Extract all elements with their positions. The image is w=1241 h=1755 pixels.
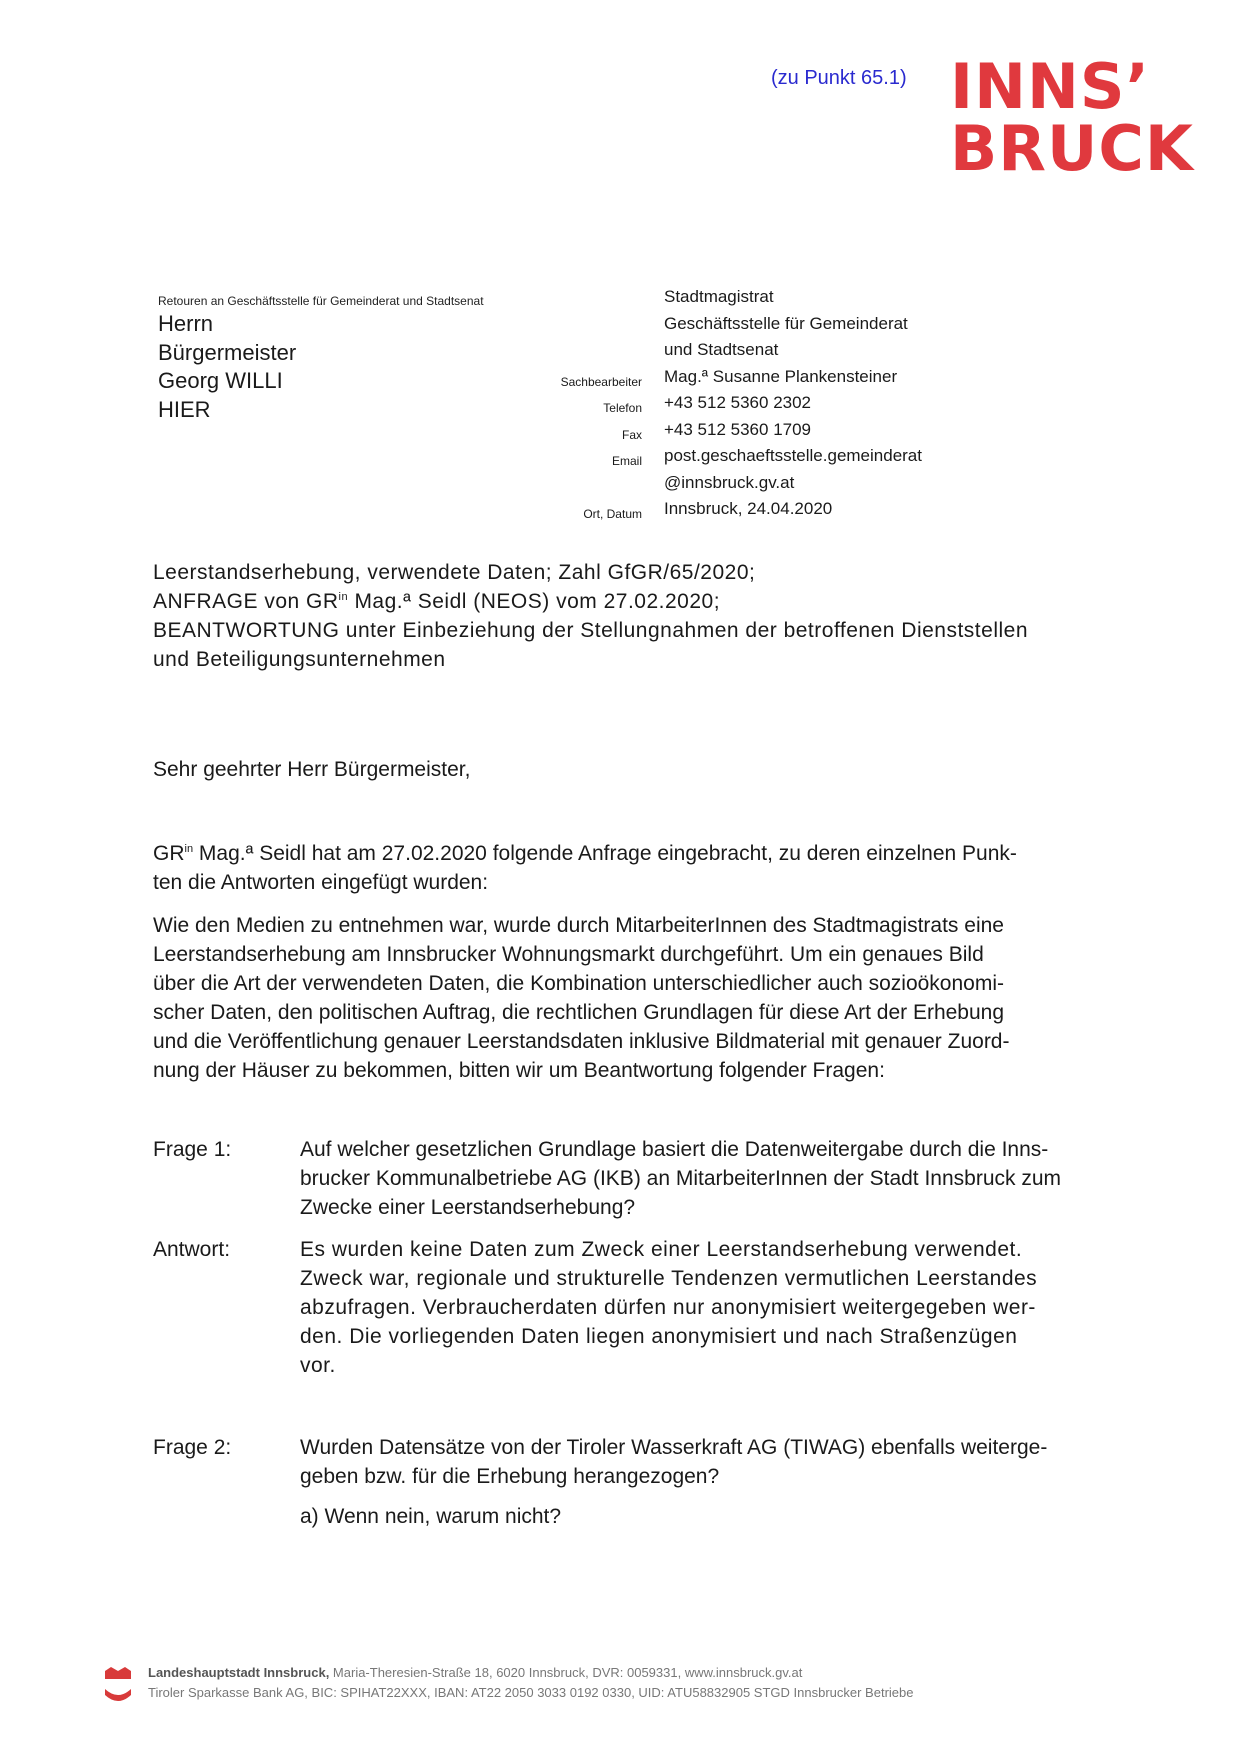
superscript: in [338, 591, 349, 603]
answer-text [300, 1235, 1037, 1380]
footer-org: Landeshauptstadt Innsbruck, [148, 1665, 330, 1680]
subject-line: Leerstandserhebung, verwendete Daten; Zahl GfGR/65/2020; [153, 561, 756, 584]
question-line: Auf welcher gesetzlichen Grundlage basiert die Datenweitergabe durch die Inns- [300, 1138, 1049, 1161]
answer-label: Antwort: [153, 1238, 231, 1261]
city-emblem-icon [103, 1665, 133, 1705]
question-line: Wurden Datensätze von der Tiroler Wasserkraft AG (TIWAG) ebenfalls weiterge- [300, 1436, 1048, 1459]
innsbruck-logo [950, 50, 1194, 185]
field-label: Ort, Datum [583, 507, 642, 521]
field-label: Telefon [603, 401, 642, 415]
answer-line: abzufragen. Verbraucherdaten dürfen nur anonymisiert weitergegeben wer- [300, 1296, 1036, 1319]
superscript: in [184, 843, 194, 855]
logo-line-2: BRUCK [950, 112, 1194, 185]
question-label: Frage 2: [153, 1436, 232, 1459]
addressee-block [158, 310, 296, 424]
intro-line: ten die Antworten eingefügt wurden: [153, 871, 489, 894]
context-line: scher Daten, den politischen Auftrag, die rechtlichen Grundlagen für diese Art der Erhebung [153, 1001, 1005, 1024]
question-2 [153, 1433, 1143, 1531]
question-line: geben bzw. für die Erhebung herangezogen? [300, 1465, 720, 1488]
field-label [520, 470, 664, 497]
footer-line: Tiroler Sparkasse Bank AG, BIC: SPIHAT22XXX, IBAN: AT22 2050 3033 0192 0330, UID: ATU58832905 STGD Innsbrucker Betriebe [148, 1685, 914, 1700]
field-label: Sachbearbeiter [560, 374, 642, 389]
sender-org: und Stadtsenat [664, 340, 779, 359]
subject-line [153, 587, 1143, 616]
intro-text: Mag.ª Seidl hat am 27.02.2020 folgende Anfrage eingebracht, zu deren einzelnen Punk- [193, 842, 1017, 865]
field-value: Innsbruck, 24.04.2020 [664, 499, 833, 518]
question-label: Frage 1: [153, 1138, 232, 1161]
context-line: und die Veröffentlichung genauer Leerstandsdaten inklusive Bildmaterial mit genauer Zuord- [153, 1030, 1010, 1053]
footer-text [148, 1663, 913, 1703]
footer-line [148, 1663, 913, 1683]
sender-field-row [520, 443, 922, 470]
field-value: +43 512 5360 1709 [664, 419, 812, 439]
answer-line: Es wurden keine Daten zum Zweck einer Leerstandserhebung verwendet. [300, 1238, 1023, 1261]
question-subpoint: a) Wenn nein, warum nicht? [300, 1505, 562, 1528]
field-value: +43 512 5360 2302 [664, 393, 812, 412]
question-text [300, 1433, 1047, 1531]
logo-line-1: INNS’ [950, 50, 1151, 123]
return-note: Retouren an Geschäftsstelle für Gemeinderat und Stadtsenat [158, 294, 484, 308]
agenda-reference: (zu Punkt 65.1) [771, 67, 907, 89]
subject-text: ANFRAGE von GR [153, 590, 339, 613]
answer-line: vor. [300, 1354, 336, 1377]
sender-field-row [520, 364, 922, 391]
context-line: Wie den Medien zu entnehmen war, wurde durch MitarbeiterInnen des Stadtmagistrats eine [153, 914, 1004, 937]
intro-line [153, 839, 1133, 868]
sender-org-row [520, 284, 922, 311]
sender-field-row [520, 496, 922, 523]
subject-line: BEANTWORTUNG unter Einbeziehung der Stellungnahmen der betroffenen Dienststellen [153, 619, 1029, 642]
sender-org-row [520, 311, 922, 338]
addressee-line: HIER [158, 396, 211, 422]
sender-org: Geschäftsstelle für Gemeinderat [664, 313, 908, 333]
sender-org-row [520, 337, 922, 364]
addressee-line: Georg WILLI [158, 368, 283, 393]
subject-line: und Beteiligungsunternehmen [153, 648, 446, 671]
context-line: über die Art der verwendeten Daten, die Kombination unterschiedlicher auch sozioökonomi- [153, 972, 1004, 995]
sender-org: Stadtmagistrat [664, 287, 774, 306]
answer-line: Zweck war, regionale und strukturelle Tendenzen vermutlichen Leerstandes [300, 1267, 1038, 1290]
field-value: post.geschaeftsstelle.gemeinderat [664, 446, 922, 465]
question-line: brucker Kommunalbetriebe AG (IKB) an MitarbeiterInnen der Stadt Innsbruck zum [300, 1167, 1062, 1190]
field-label: Fax [621, 427, 642, 442]
context-paragraph [153, 911, 1133, 1085]
answer-1 [153, 1235, 1143, 1380]
addressee-line: Bürgermeister [158, 339, 297, 365]
greeting: Sehr geehrter Herr Bürgermeister, [153, 758, 471, 781]
sender-field-row [520, 470, 922, 497]
subject-text: Mag.ª Seidl (NEOS) vom 27.02.2020; [348, 590, 721, 613]
sender-field-row [520, 390, 922, 417]
subject-block [153, 558, 1143, 674]
footer-address: Maria-Theresien-Straße 18, 6020 Innsbruck, DVR: 0059331, www.innsbruck.gv.at [329, 1665, 803, 1680]
sender-field-row [520, 417, 922, 444]
sender-info [520, 284, 922, 523]
intro-text: GR [153, 842, 185, 865]
question-line: Zwecke einer Leerstandserhebung? [300, 1196, 636, 1219]
answer-line: den. Die vorliegenden Daten liegen anonymisiert und nach Straßenzügen [300, 1325, 1018, 1348]
field-label: Email [611, 454, 642, 468]
addressee-line: Herrn [158, 311, 214, 336]
question-text [300, 1135, 1061, 1222]
context-line: Leerstandserhebung am Innsbrucker Wohnungsmarkt durchgeführt. Um ein genaues Bild [153, 943, 984, 966]
field-value: Mag.ª Susanne Plankensteiner [664, 366, 898, 386]
intro-paragraph [153, 839, 1133, 897]
field-value: @innsbruck.gv.at [664, 472, 795, 492]
question-1 [153, 1135, 1143, 1222]
context-line: nung der Häuser zu bekommen, bitten wir um Beantwortung folgender Fragen: [153, 1059, 885, 1082]
